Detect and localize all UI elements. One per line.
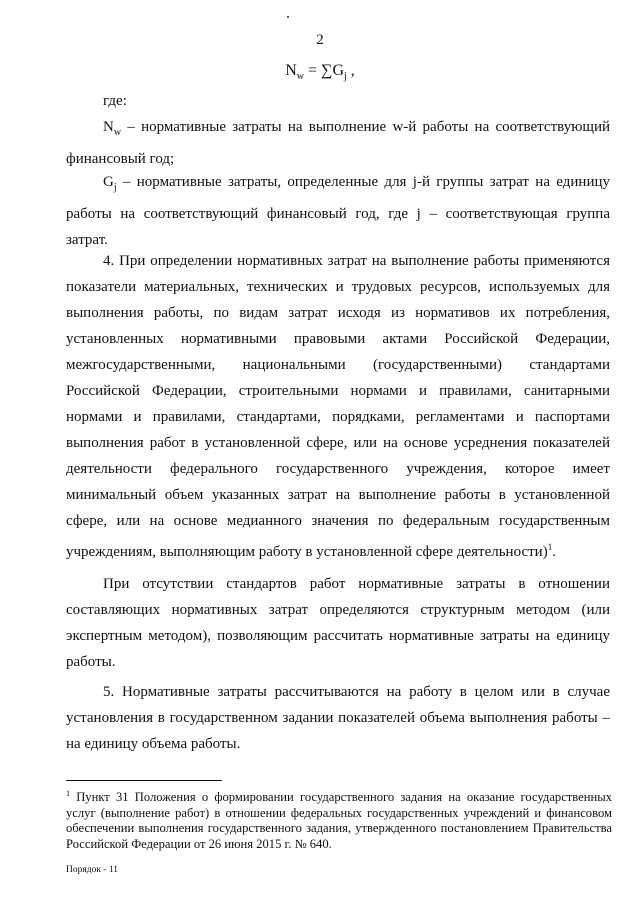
formula-sum: ∑ (321, 62, 333, 79)
definition-gj: $G_j$ – нормативные затраты, определенные для j-й группы затрат на единицу работы на соответствующий финансовый год, где j – соответствующая группа затрат. (66, 174, 610, 248)
where-label: где: (103, 93, 127, 109)
definition-nw: $N_w$ – нормативные затраты на выполнение w-й работы на соответствующий финансовый год; (66, 119, 610, 167)
formula-rhs: G (332, 62, 344, 79)
footnote-text: Пункт 31 Положения о формировании государственного задания на оказание государственных услуг (выполнение работ) в отношении федеральных государственных учреждений и финансовом обеспечении выполнения государственного задания, утвержденного постановлением Правительства Российской Федерации от 26 июня 2015 г. № 640. (66, 790, 612, 851)
formula-rhs-sub: j (344, 71, 347, 83)
formula-lhs-sub: w (296, 71, 304, 83)
formula-eq: = (304, 62, 322, 79)
scan-dot (287, 16, 289, 18)
formula (0, 62, 640, 82)
page-number: 2 (316, 32, 324, 48)
formula-lhs: N (285, 62, 297, 79)
paragraph-5: 5. Нормативные затраты рассчитываются на работу в целом или в случае установления в государственном задании показателей объема выполнения работы – на единицу объема работы. (66, 684, 610, 752)
footer-label: Порядок - 11 (66, 865, 118, 875)
formula-tail: , (346, 62, 355, 79)
footnote-mark: 1 (66, 789, 70, 798)
paragraph-4: 4. При определении нормативных затрат на выполнение работы применяются показатели материальных, технических и трудовых ресурсов, используемых для выполнения работы, по видам затрат исходя из нормативов их потребления, установленных нормативными правовыми актами Российской Федерации, межгосударственными, национальными (государственными) стандартами Российской Федерации, строительными нормами и правилами, санитарными нормами и правилами, стандартами, порядками, регламентами и паспортами выполнения работ в установленной сфере, или на основе усреднения показателей деятельности федерального государственного учреждения, которое имеет минимальный объем указанных затрат на выполнение работы в установленной сфере, или на основе медианного значения по федеральным государственным учреждениям, выполняющим работу в установленной сфере деятельности)$^1$. (66, 253, 610, 560)
footnote-divider (66, 780, 222, 781)
paragraph-absent-standards: При отсутствии стандартов работ нормативные затраты в отношении составляющих нормативных затрат определяются структурным методом (или экспертным методом), позволяющим рассчитать нормативные затраты на единицу работы. (66, 576, 610, 670)
footnote-ref[interactable]: 1 (547, 542, 553, 552)
footnote (66, 786, 612, 852)
